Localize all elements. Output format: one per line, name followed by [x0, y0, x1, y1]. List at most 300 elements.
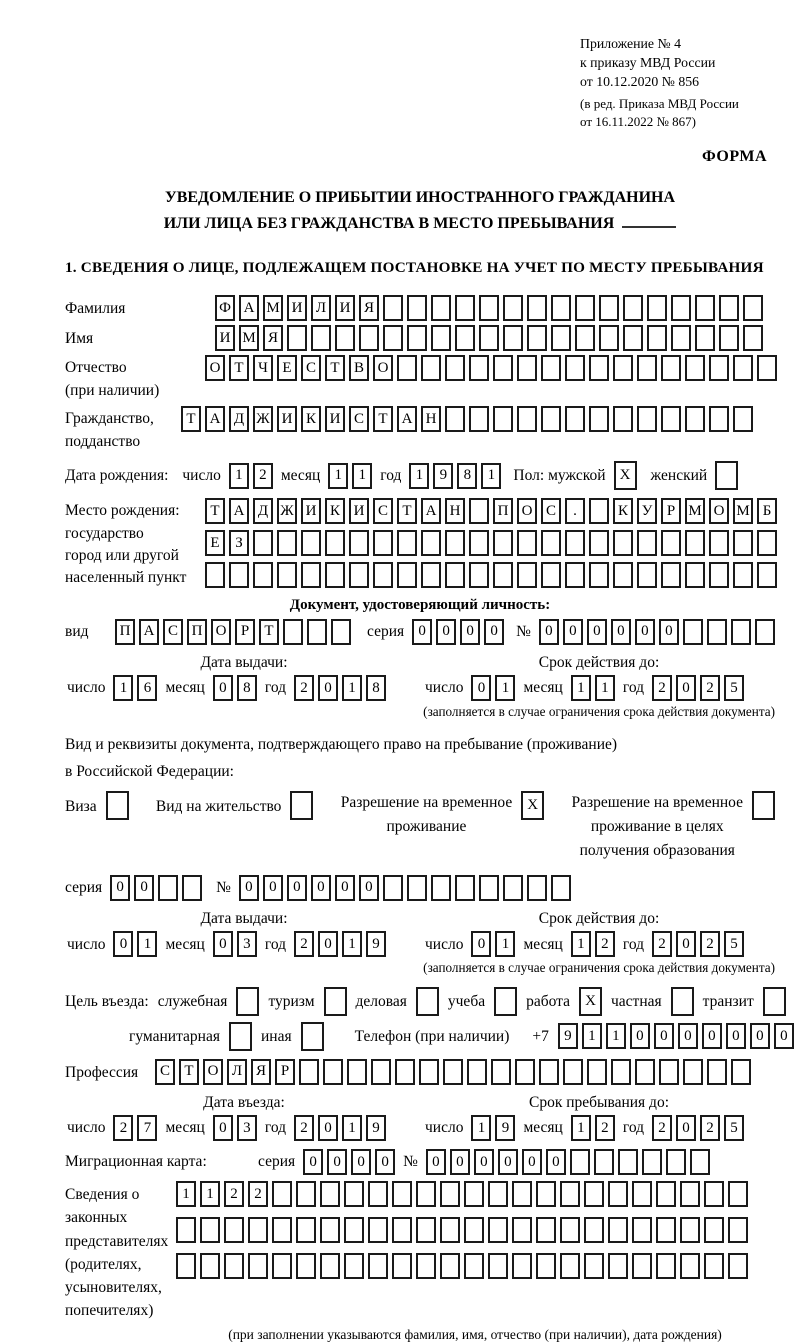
char-box[interactable]: В — [349, 355, 369, 381]
char-box[interactable]: 0 — [563, 619, 583, 645]
char-box[interactable] — [541, 530, 561, 556]
char-box[interactable]: И — [215, 325, 235, 351]
char-box[interactable] — [551, 875, 571, 901]
char-box[interactable]: Е — [205, 530, 225, 556]
char-box[interactable] — [536, 1253, 556, 1279]
char-box[interactable]: 1 — [328, 463, 348, 489]
char-box[interactable] — [344, 1181, 364, 1207]
char-box[interactable]: Д — [253, 498, 273, 524]
char-box[interactable] — [661, 562, 681, 588]
char-box[interactable] — [536, 1181, 556, 1207]
char-box[interactable]: Р — [275, 1059, 295, 1085]
char-box[interactable] — [383, 295, 403, 321]
char-box[interactable] — [565, 355, 585, 381]
char-box[interactable]: 2 — [595, 1115, 615, 1141]
char-box[interactable]: И — [277, 406, 297, 432]
char-box[interactable]: Е — [277, 355, 297, 381]
char-box[interactable] — [515, 1059, 535, 1085]
char-box[interactable] — [551, 295, 571, 321]
char-box[interactable]: 0 — [678, 1023, 698, 1049]
char-box[interactable] — [296, 1217, 316, 1243]
char-box[interactable] — [493, 562, 513, 588]
char-box[interactable] — [743, 295, 763, 321]
char-box[interactable] — [683, 619, 703, 645]
char-box[interactable] — [560, 1217, 580, 1243]
char-box[interactable] — [440, 1181, 460, 1207]
char-box[interactable]: 2 — [294, 675, 314, 701]
char-box[interactable] — [371, 1059, 391, 1085]
char-box[interactable]: 0 — [611, 619, 631, 645]
char-box[interactable]: 1 — [342, 1115, 362, 1141]
char-box[interactable] — [443, 1059, 463, 1085]
char-box[interactable] — [589, 355, 609, 381]
char-box[interactable]: А — [229, 498, 249, 524]
char-box[interactable]: М — [685, 498, 705, 524]
char-box[interactable] — [479, 325, 499, 351]
char-box[interactable] — [395, 1059, 415, 1085]
char-box[interactable] — [349, 530, 369, 556]
char-box[interactable] — [613, 355, 633, 381]
char-box[interactable] — [709, 406, 729, 432]
gender-female-checkbox[interactable] — [715, 461, 738, 490]
char-box[interactable]: О — [373, 355, 393, 381]
char-box[interactable] — [707, 619, 727, 645]
char-box[interactable] — [493, 530, 513, 556]
char-box[interactable] — [469, 530, 489, 556]
char-box[interactable]: А — [239, 295, 259, 321]
char-box[interactable]: 9 — [558, 1023, 578, 1049]
char-box[interactable]: 0 — [213, 675, 233, 701]
char-box[interactable] — [685, 355, 705, 381]
char-box[interactable] — [347, 1059, 367, 1085]
purpose-other-checkbox[interactable] — [301, 1022, 324, 1051]
char-box[interactable] — [200, 1253, 220, 1279]
char-box[interactable] — [680, 1181, 700, 1207]
char-box[interactable]: 0 — [239, 875, 259, 901]
char-box[interactable]: 0 — [539, 619, 559, 645]
char-box[interactable] — [311, 325, 331, 351]
char-box[interactable] — [176, 1217, 196, 1243]
char-box[interactable] — [565, 562, 585, 588]
char-box[interactable]: Т — [397, 498, 417, 524]
char-box[interactable] — [584, 1217, 604, 1243]
char-box[interactable]: 0 — [311, 875, 331, 901]
char-box[interactable] — [527, 325, 547, 351]
char-box[interactable] — [719, 325, 739, 351]
char-box[interactable]: 1 — [113, 675, 133, 701]
char-box[interactable]: 0 — [676, 931, 696, 957]
char-box[interactable] — [613, 530, 633, 556]
purpose-tourism-checkbox[interactable] — [324, 987, 347, 1016]
char-box[interactable] — [589, 498, 609, 524]
char-box[interactable]: И — [325, 406, 345, 432]
char-box[interactable] — [455, 875, 475, 901]
char-box[interactable] — [671, 325, 691, 351]
char-box[interactable] — [503, 875, 523, 901]
char-box[interactable] — [368, 1181, 388, 1207]
char-box[interactable] — [757, 355, 777, 381]
char-box[interactable]: 0 — [412, 619, 432, 645]
char-box[interactable]: 3 — [237, 1115, 257, 1141]
char-box[interactable] — [253, 530, 273, 556]
char-box[interactable]: Т — [205, 498, 225, 524]
char-box[interactable] — [659, 1059, 679, 1085]
char-box[interactable]: 0 — [726, 1023, 746, 1049]
char-box[interactable] — [728, 1217, 748, 1243]
char-box[interactable] — [704, 1217, 724, 1243]
char-box[interactable]: 1 — [200, 1181, 220, 1207]
char-box[interactable]: С — [163, 619, 183, 645]
char-box[interactable]: 0 — [213, 1115, 233, 1141]
char-box[interactable] — [407, 875, 427, 901]
char-box[interactable] — [733, 355, 753, 381]
char-box[interactable]: 1 — [606, 1023, 626, 1049]
char-box[interactable] — [635, 1059, 655, 1085]
char-box[interactable]: С — [541, 498, 561, 524]
purpose-transit-checkbox[interactable] — [763, 987, 786, 1016]
char-box[interactable] — [373, 530, 393, 556]
char-box[interactable]: 0 — [134, 875, 154, 901]
char-box[interactable]: 8 — [457, 463, 477, 489]
purpose-business-checkbox[interactable] — [416, 987, 439, 1016]
char-box[interactable]: 1 — [342, 931, 362, 957]
char-box[interactable] — [656, 1253, 676, 1279]
char-box[interactable]: З — [229, 530, 249, 556]
char-box[interactable] — [560, 1181, 580, 1207]
gender-male-checkbox[interactable]: X — [614, 461, 637, 490]
char-box[interactable]: 0 — [426, 1149, 446, 1175]
char-box[interactable]: 2 — [700, 1115, 720, 1141]
char-box[interactable] — [661, 355, 681, 381]
char-box[interactable]: 0 — [522, 1149, 542, 1175]
char-box[interactable]: 0 — [471, 675, 491, 701]
char-box[interactable]: 5 — [724, 931, 744, 957]
char-box[interactable]: 0 — [303, 1149, 323, 1175]
char-box[interactable]: 1 — [595, 675, 615, 701]
char-box[interactable]: 2 — [652, 931, 672, 957]
char-box[interactable] — [440, 1253, 460, 1279]
char-box[interactable]: 2 — [248, 1181, 268, 1207]
char-box[interactable]: 1 — [481, 463, 501, 489]
char-box[interactable]: Я — [251, 1059, 271, 1085]
char-box[interactable] — [469, 355, 489, 381]
char-box[interactable] — [431, 325, 451, 351]
char-box[interactable] — [296, 1181, 316, 1207]
char-box[interactable] — [637, 562, 657, 588]
char-box[interactable] — [397, 355, 417, 381]
char-box[interactable] — [647, 295, 667, 321]
char-box[interactable] — [479, 875, 499, 901]
char-box[interactable]: Ф — [215, 295, 235, 321]
char-box[interactable]: Ж — [253, 406, 273, 432]
char-box[interactable] — [527, 295, 547, 321]
char-box[interactable]: 2 — [224, 1181, 244, 1207]
char-box[interactable]: 2 — [652, 675, 672, 701]
char-box[interactable]: 0 — [659, 619, 679, 645]
char-box[interactable] — [704, 1181, 724, 1207]
char-box[interactable]: 2 — [652, 1115, 672, 1141]
char-box[interactable]: 2 — [253, 463, 273, 489]
char-box[interactable] — [512, 1181, 532, 1207]
char-box[interactable] — [709, 562, 729, 588]
char-box[interactable]: 2 — [700, 931, 720, 957]
char-box[interactable] — [407, 295, 427, 321]
char-box[interactable]: Р — [661, 498, 681, 524]
char-box[interactable] — [464, 1181, 484, 1207]
char-box[interactable]: 0 — [335, 875, 355, 901]
char-box[interactable] — [731, 1059, 751, 1085]
char-box[interactable]: 1 — [471, 1115, 491, 1141]
char-box[interactable]: С — [301, 355, 321, 381]
char-box[interactable] — [479, 295, 499, 321]
char-box[interactable]: 2 — [595, 931, 615, 957]
char-box[interactable] — [467, 1059, 487, 1085]
char-box[interactable]: О — [517, 498, 537, 524]
char-box[interactable] — [707, 1059, 727, 1085]
char-box[interactable] — [253, 562, 273, 588]
char-box[interactable] — [541, 406, 561, 432]
char-box[interactable] — [656, 1217, 676, 1243]
purpose-study-checkbox[interactable] — [494, 987, 517, 1016]
char-box[interactable] — [455, 295, 475, 321]
char-box[interactable]: А — [139, 619, 159, 645]
char-box[interactable] — [445, 530, 465, 556]
char-box[interactable]: 7 — [137, 1115, 157, 1141]
char-box[interactable] — [695, 295, 715, 321]
char-box[interactable]: Т — [325, 355, 345, 381]
char-box[interactable]: 8 — [237, 675, 257, 701]
char-box[interactable]: А — [397, 406, 417, 432]
char-box[interactable] — [469, 562, 489, 588]
char-box[interactable] — [599, 325, 619, 351]
char-box[interactable]: 3 — [237, 931, 257, 957]
char-box[interactable] — [277, 562, 297, 588]
char-box[interactable]: Т — [259, 619, 279, 645]
char-box[interactable] — [224, 1217, 244, 1243]
char-box[interactable]: 0 — [375, 1149, 395, 1175]
char-box[interactable] — [296, 1253, 316, 1279]
char-box[interactable] — [407, 325, 427, 351]
char-box[interactable]: 0 — [635, 619, 655, 645]
char-box[interactable] — [565, 406, 585, 432]
char-box[interactable] — [397, 562, 417, 588]
purpose-humanitarian-checkbox[interactable] — [229, 1022, 252, 1051]
char-box[interactable] — [182, 875, 202, 901]
char-box[interactable] — [656, 1181, 676, 1207]
option-temp-residence-education-checkbox[interactable] — [752, 791, 775, 820]
char-box[interactable]: 2 — [113, 1115, 133, 1141]
char-box[interactable] — [539, 1059, 559, 1085]
char-box[interactable]: Б — [757, 498, 777, 524]
char-box[interactable] — [248, 1217, 268, 1243]
char-box[interactable] — [368, 1217, 388, 1243]
char-box[interactable] — [445, 406, 465, 432]
char-box[interactable]: О — [709, 498, 729, 524]
char-box[interactable] — [440, 1217, 460, 1243]
char-box[interactable] — [368, 1253, 388, 1279]
char-box[interactable]: Т — [229, 355, 249, 381]
char-box[interactable] — [464, 1217, 484, 1243]
char-box[interactable] — [445, 355, 465, 381]
char-box[interactable]: 1 — [495, 931, 515, 957]
char-box[interactable] — [277, 530, 297, 556]
char-box[interactable] — [608, 1253, 628, 1279]
char-box[interactable]: 0 — [702, 1023, 722, 1049]
char-box[interactable] — [323, 1059, 343, 1085]
char-box[interactable] — [320, 1217, 340, 1243]
char-box[interactable]: 0 — [630, 1023, 650, 1049]
char-box[interactable] — [589, 406, 609, 432]
char-box[interactable]: 2 — [294, 1115, 314, 1141]
char-box[interactable]: 2 — [700, 675, 720, 701]
char-box[interactable] — [335, 325, 355, 351]
char-box[interactable] — [637, 406, 657, 432]
char-box[interactable] — [272, 1253, 292, 1279]
purpose-private-checkbox[interactable] — [671, 987, 694, 1016]
char-box[interactable]: 0 — [498, 1149, 518, 1175]
char-box[interactable] — [248, 1253, 268, 1279]
char-box[interactable]: 1 — [409, 463, 429, 489]
char-box[interactable] — [272, 1217, 292, 1243]
char-box[interactable]: П — [187, 619, 207, 645]
char-box[interactable]: 0 — [654, 1023, 674, 1049]
char-box[interactable] — [416, 1217, 436, 1243]
char-box[interactable] — [527, 875, 547, 901]
char-box[interactable] — [200, 1217, 220, 1243]
char-box[interactable]: 0 — [676, 675, 696, 701]
char-box[interactable]: 0 — [546, 1149, 566, 1175]
char-box[interactable] — [320, 1253, 340, 1279]
char-box[interactable]: Ж — [277, 498, 297, 524]
char-box[interactable]: 9 — [433, 463, 453, 489]
char-box[interactable] — [623, 295, 643, 321]
char-box[interactable]: Р — [235, 619, 255, 645]
char-box[interactable] — [575, 295, 595, 321]
char-box[interactable]: С — [373, 498, 393, 524]
char-box[interactable]: И — [287, 295, 307, 321]
char-box[interactable]: 0 — [318, 931, 338, 957]
char-box[interactable] — [488, 1217, 508, 1243]
char-box[interactable] — [584, 1253, 604, 1279]
char-box[interactable]: 0 — [351, 1149, 371, 1175]
char-box[interactable] — [632, 1253, 652, 1279]
char-box[interactable] — [469, 406, 489, 432]
char-box[interactable] — [383, 325, 403, 351]
char-box[interactable] — [755, 619, 775, 645]
char-box[interactable] — [416, 1253, 436, 1279]
char-box[interactable]: И — [301, 498, 321, 524]
char-box[interactable]: 0 — [450, 1149, 470, 1175]
char-box[interactable] — [421, 562, 441, 588]
char-box[interactable]: 0 — [213, 931, 233, 957]
char-box[interactable]: 1 — [137, 931, 157, 957]
char-box[interactable] — [272, 1181, 292, 1207]
char-box[interactable] — [176, 1253, 196, 1279]
char-box[interactable] — [589, 562, 609, 588]
char-box[interactable] — [349, 562, 369, 588]
char-box[interactable]: Ч — [253, 355, 273, 381]
char-box[interactable] — [224, 1253, 244, 1279]
char-box[interactable]: 1 — [495, 675, 515, 701]
purpose-official-checkbox[interactable] — [236, 987, 259, 1016]
char-box[interactable] — [685, 562, 705, 588]
char-box[interactable] — [637, 355, 657, 381]
char-box[interactable] — [618, 1149, 638, 1175]
option-temp-residence-checkbox[interactable]: X — [521, 791, 544, 820]
char-box[interactable] — [690, 1149, 710, 1175]
char-box[interactable] — [455, 325, 475, 351]
char-box[interactable] — [392, 1217, 412, 1243]
char-box[interactable]: 2 — [294, 931, 314, 957]
char-box[interactable] — [158, 875, 178, 901]
char-box[interactable] — [757, 530, 777, 556]
char-box[interactable]: 1 — [582, 1023, 602, 1049]
char-box[interactable] — [325, 562, 345, 588]
char-box[interactable]: 0 — [318, 675, 338, 701]
char-box[interactable] — [512, 1217, 532, 1243]
char-box[interactable] — [229, 562, 249, 588]
char-box[interactable]: И — [349, 498, 369, 524]
char-box[interactable]: Я — [263, 325, 283, 351]
char-box[interactable]: 0 — [287, 875, 307, 901]
option-residence-permit-checkbox[interactable] — [290, 791, 313, 820]
char-box[interactable]: 0 — [774, 1023, 794, 1049]
char-box[interactable] — [599, 295, 619, 321]
char-box[interactable] — [397, 530, 417, 556]
char-box[interactable]: Н — [445, 498, 465, 524]
char-box[interactable]: А — [205, 406, 225, 432]
char-box[interactable] — [325, 530, 345, 556]
char-box[interactable] — [493, 406, 513, 432]
purpose-work-checkbox[interactable]: X — [579, 987, 602, 1016]
char-box[interactable] — [728, 1181, 748, 1207]
char-box[interactable]: 1 — [176, 1181, 196, 1207]
char-box[interactable]: 9 — [366, 931, 386, 957]
char-box[interactable] — [563, 1059, 583, 1085]
char-box[interactable]: 0 — [587, 619, 607, 645]
char-box[interactable]: Т — [179, 1059, 199, 1085]
char-box[interactable] — [570, 1149, 590, 1175]
char-box[interactable]: 1 — [571, 931, 591, 957]
char-box[interactable] — [301, 562, 321, 588]
char-box[interactable] — [517, 406, 537, 432]
char-box[interactable] — [704, 1253, 724, 1279]
char-box[interactable]: 8 — [366, 675, 386, 701]
char-box[interactable]: О — [205, 355, 225, 381]
char-box[interactable]: 0 — [318, 1115, 338, 1141]
char-box[interactable]: С — [155, 1059, 175, 1085]
char-box[interactable] — [608, 1181, 628, 1207]
char-box[interactable]: Л — [227, 1059, 247, 1085]
char-box[interactable] — [661, 530, 681, 556]
char-box[interactable] — [666, 1149, 686, 1175]
char-box[interactable] — [359, 325, 379, 351]
char-box[interactable] — [320, 1181, 340, 1207]
char-box[interactable]: 1 — [229, 463, 249, 489]
char-box[interactable] — [757, 562, 777, 588]
char-box[interactable] — [512, 1253, 532, 1279]
char-box[interactable] — [503, 325, 523, 351]
char-box[interactable] — [287, 325, 307, 351]
char-box[interactable] — [719, 295, 739, 321]
char-box[interactable] — [565, 530, 585, 556]
char-box[interactable]: 0 — [436, 619, 456, 645]
char-box[interactable] — [421, 530, 441, 556]
char-box[interactable]: М — [239, 325, 259, 351]
char-box[interactable] — [589, 530, 609, 556]
char-box[interactable]: 0 — [359, 875, 379, 901]
char-box[interactable]: 0 — [327, 1149, 347, 1175]
